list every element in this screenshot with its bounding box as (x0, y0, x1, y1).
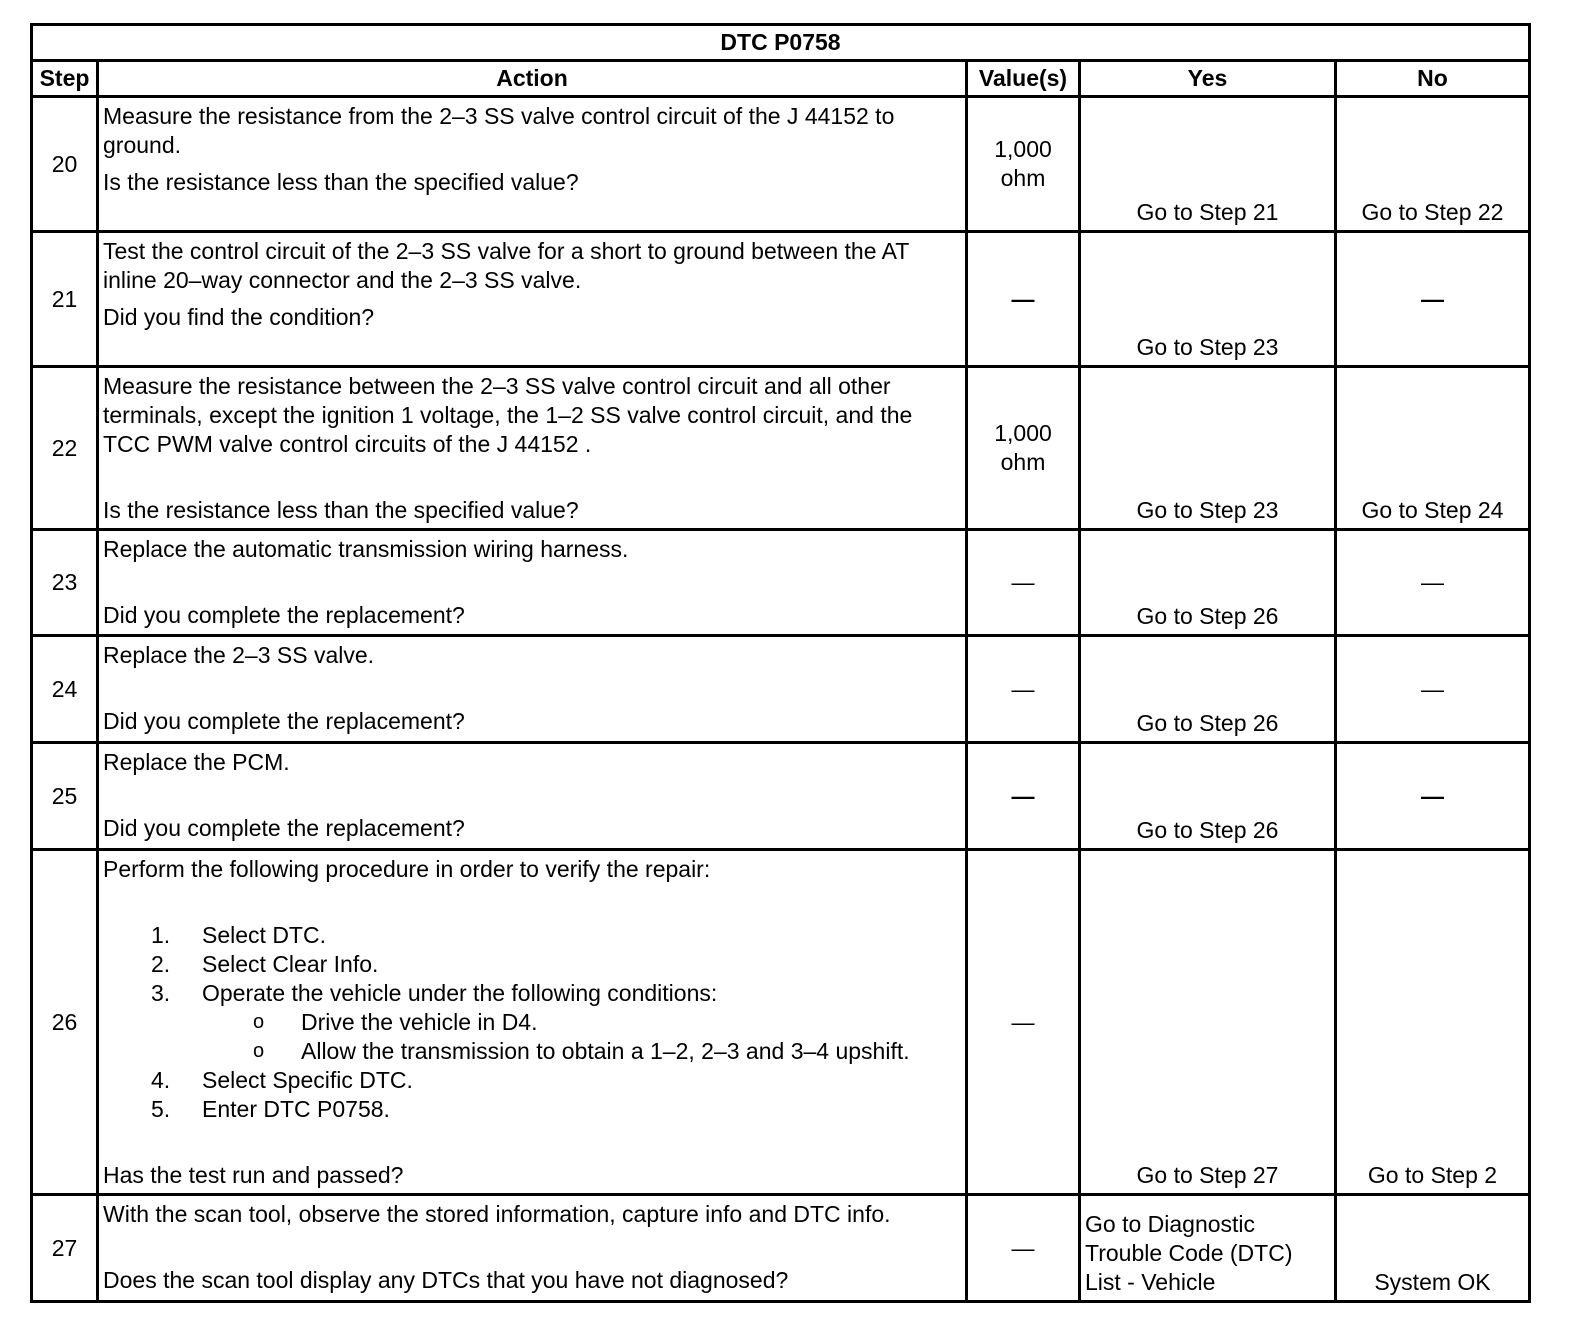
step-number: 26 (32, 850, 98, 1195)
value-cell: — (967, 636, 1080, 743)
yes-cell: Go to Step 26 (1080, 530, 1336, 636)
bullet-icon: o (253, 1040, 265, 1062)
table-title: DTC P0758 (32, 25, 1530, 61)
action-cell (98, 636, 967, 743)
action-text: With the scan tool, observe the stored information, capture info and DTC info. (103, 1201, 891, 1227)
yes-cell: Go to Step 26 (1080, 636, 1336, 743)
value-cell: — (967, 530, 1080, 636)
action-text: Replace the PCM. (103, 749, 290, 775)
title-row (32, 25, 1530, 61)
header-values: Value(s) (967, 61, 1080, 97)
no-cell: — (1336, 636, 1530, 743)
step-number: 20 (32, 97, 98, 232)
list-item: 5. Enter DTC P0758. (151, 1096, 390, 1122)
question-text: Has the test run and passed? (103, 1162, 404, 1188)
step-number: 21 (32, 232, 98, 367)
no-cell: — (1336, 232, 1530, 367)
value-cell: — (967, 743, 1080, 850)
action-text: Replace the 2–3 SS valve. (103, 642, 375, 668)
header-no: No (1336, 61, 1530, 97)
no-cell: Go to Step 2 (1336, 850, 1530, 1195)
no-cell: System OK (1336, 1195, 1530, 1302)
step-number: 23 (32, 530, 98, 636)
sub-list-item: o Drive the vehicle in D4. (253, 1009, 538, 1035)
table-row (32, 530, 1530, 636)
action-text: Measure the resistance from the 2–3 SS valve control circuit of the J 44152 to ground. (103, 103, 895, 158)
list-item: 1. Select DTC. (151, 922, 326, 948)
question-text: Did you complete the replacement? (103, 815, 465, 841)
yes-cell: Go to Step 27 (1080, 850, 1336, 1195)
sub-list-item: o Allow the transmission to obtain a 1–2, 2–3 and 3–4 upshift. (253, 1038, 910, 1064)
list-item: 3. Operate the vehicle under the following conditions: o Drive the vehicle in D4. o Allow the transmission to obtain a 1–2, 2–3 and 3–4 upshift. (103, 979, 961, 1066)
value-cell (967, 367, 1080, 530)
action-cell (98, 97, 967, 232)
action-text: Measure the resistance between the 2–3 SS valve control circuit and all other terminals, except the ignition 1 voltage, the 1–2 SS valve control circuit, and the TCC PWM valve control circuits of the J 44152 . (103, 373, 913, 457)
yes-cell: Go to Step 21 (1080, 97, 1336, 232)
value-cell: — (967, 1195, 1080, 1302)
no-cell: Go to Step 22 (1336, 97, 1530, 232)
action-text: Perform the following procedure in order to verify the repair: (103, 856, 711, 882)
action-cell (98, 367, 967, 530)
header-action: Action (98, 61, 967, 97)
table-row (32, 1195, 1530, 1302)
header-row (32, 61, 1530, 97)
no-cell: — (1336, 530, 1530, 636)
value-unit: ohm (1000, 449, 1046, 475)
yes-cell: Go to Diagnostic Trouble Code (DTC) List - Vehicle (1080, 1195, 1336, 1302)
action-cell (98, 232, 967, 367)
value-cell: — (967, 850, 1080, 1195)
yes-cell: Go to Step 23 (1080, 367, 1336, 530)
action-text: Replace the automatic transmission wiring harness. (103, 536, 629, 562)
question-text: Did you complete the replacement? (103, 602, 465, 628)
table-row (32, 743, 1530, 850)
table-row (32, 367, 1530, 530)
action-cell (98, 530, 967, 636)
value-unit: ohm (1000, 165, 1046, 191)
yes-cell: Go to Step 26 (1080, 743, 1336, 850)
step-number: 27 (32, 1195, 98, 1302)
procedure-list (103, 921, 961, 1124)
action-text: Test the control circuit of the 2–3 SS valve for a short to ground between the AT inline 20–way connector and the 2–3 SS valve. (103, 238, 909, 293)
yes-cell: Go to Step 23 (1080, 232, 1336, 367)
action-cell (98, 850, 967, 1195)
question-text: Is the resistance less than the specified value? (103, 497, 579, 523)
header-step: Step (32, 61, 98, 97)
value-cell (967, 97, 1080, 232)
list-item: 4. Select Specific DTC. (151, 1067, 413, 1093)
table-row (32, 97, 1530, 232)
table-row (32, 232, 1530, 367)
bullet-icon: o (253, 1011, 265, 1033)
value-amount: 1,000 (994, 136, 1052, 162)
diagnostic-table (30, 23, 1531, 1303)
question-text: Does the scan tool display any DTCs that you have not diagnosed? (103, 1267, 789, 1293)
value-cell: — (967, 232, 1080, 367)
table-row (32, 850, 1530, 1195)
question-text: Is the resistance less than the specified value? (103, 169, 579, 195)
value-amount: 1,000 (994, 420, 1052, 446)
no-cell: — (1336, 743, 1530, 850)
header-yes: Yes (1080, 61, 1336, 97)
step-number: 24 (32, 636, 98, 743)
step-number: 25 (32, 743, 98, 850)
step-number: 22 (32, 367, 98, 530)
sub-list (202, 1008, 961, 1066)
list-item: 2. Select Clear Info. (151, 951, 379, 977)
question-text: Did you find the condition? (103, 304, 375, 330)
question-text: Did you complete the replacement? (103, 708, 465, 734)
no-cell: Go to Step 24 (1336, 367, 1530, 530)
action-cell (98, 743, 967, 850)
action-cell (98, 1195, 967, 1302)
table-row (32, 636, 1530, 743)
